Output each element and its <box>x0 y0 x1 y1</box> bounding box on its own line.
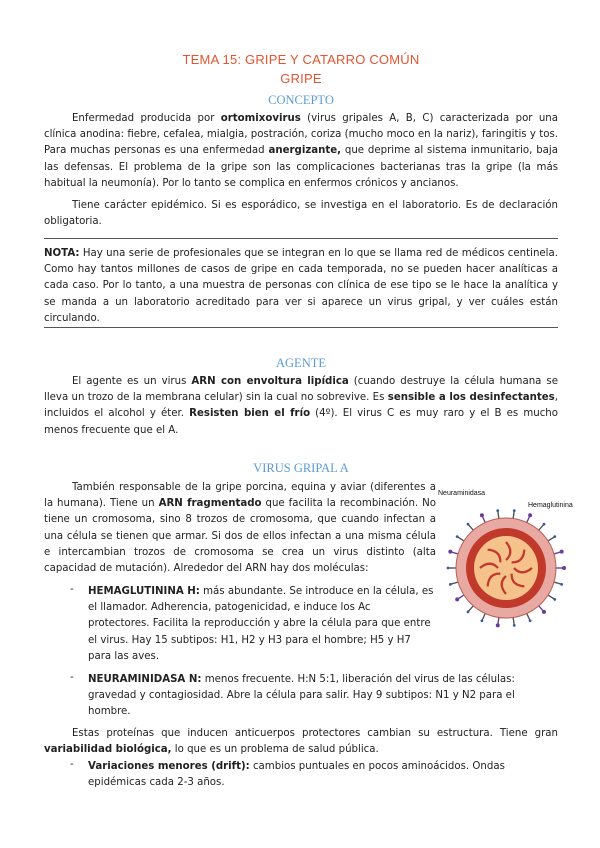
divider-bottom <box>44 327 558 328</box>
sub-title: GRIPE <box>280 71 322 86</box>
label-hemaglutinina: Hemaglutinina <box>528 502 573 509</box>
heading-agente: AGENTE <box>276 356 326 370</box>
bullet-neuraminidasa: NEURAMINIDASA N: menos frecuente. H:N 5:1, liberación del virus de las células: gravedad y contagiosidad. Abre la célula para salir. Hay 9 subtipos: N1 y N2 para el hombre. <box>88 674 515 718</box>
heading-concepto: CONCEPTO <box>268 93 334 107</box>
concepto-paragraph-2: Tiene carácter epidémico. Si es esporádico, se investiga en el laboratorio. Es de declaración obligatoria. <box>44 200 558 228</box>
bullet-dash: - <box>70 759 74 770</box>
influenza-virus-illustration <box>444 500 568 640</box>
virus-diagram <box>438 478 573 628</box>
virus-a-paragraph: También responsable de la gripe porcina, equina y aviar (diferentes a la humana). Tiene un ARN fragmentado que facilita la recombinación. No tiene un cromosoma, sino 8 trozos de cromosoma, que cuando infectan a una célula se tienen que armar. Si dos de ellos infectan a una misma célula e intercambian trozos de cromosoma se crea un virus distinto (alta capacidad de mutación). Alrededor del ARN hay dos moléculas: <box>44 482 436 575</box>
label-neuraminidasa: Neuraminidasa <box>438 490 486 497</box>
concepto-paragraph-1: Enfermedad producida por ortomixovirus (virus gripales A, B, C) caracterizada por una clínica anodina: fiebre, cefalea, mialgia, postración, coriza (mucho moco en la nariz), faringitis y tos. Para muchas personas es una enfermedad anergizante, que deprime al sistema inmunitario, baja las defensas. El problema de la gripe son las complicaciones bacterianas tras la gripe (la más habitual la neumonía). Por lo tanto se complica en enfermos crónicos y ancianos. <box>44 113 558 189</box>
bullet-dash: - <box>70 672 74 683</box>
agente-paragraph: El agente es un virus ARN con envoltura lipídica (cuando destruye la célula humana se lleva un trozo de la membrana celular) sin la cual no sobrevive. Es sensible a los desinfectantes, incluidos el alcohol y éter. Resisten bien el frío (4º). El virus C es muy raro y el B es mucho menos frecuente que el A. <box>44 376 559 436</box>
variabilidad-paragraph: Estas proteínas que inducen anticuerpos protectores cambian su estructura. Tiene gran variabilidad biológica, lo que es un problema de salud pública. <box>44 728 558 756</box>
bullet-hemaglutinina: HEMAGLUTININA H: más abundante. Se introduce en la célula, es el llamador. Adherencia, patogenicidad, e induce los Ac protectores. Facilita la reproducción y abre la célula para que entre el virus. Hay 15 subtipos: H1, H2 y H3 para el hombre; H5 y H7 para las aves. <box>88 586 434 662</box>
heading-virus-gripal-a: VIRUS GRIPAL A <box>253 461 349 475</box>
nota-paragraph: NOTA: Hay una serie de profesionales que se integran en lo que se llama red de médicos centinela. Como hay tantos millones de casos de gripe en cada temporada, no se pueden hacer analíticas a cada caso. Por lo tanto, a una muestra de personas con clínica de ese tipo se le hace la analítica y se manda a un laboratorio acreditado para ver si aparece un virus gripal, y ver cuáles están circulando. <box>44 248 558 324</box>
bullet-dash: - <box>70 584 74 595</box>
main-title: TEMA 15: GRIPE Y CATARRO COMÚN <box>182 52 420 67</box>
bullet-drift: Variaciones menores (drift): cambios puntuales en pocos aminoácidos. Ondas epidémicas cada 2-3 años. <box>88 761 505 789</box>
divider-top <box>44 238 558 239</box>
